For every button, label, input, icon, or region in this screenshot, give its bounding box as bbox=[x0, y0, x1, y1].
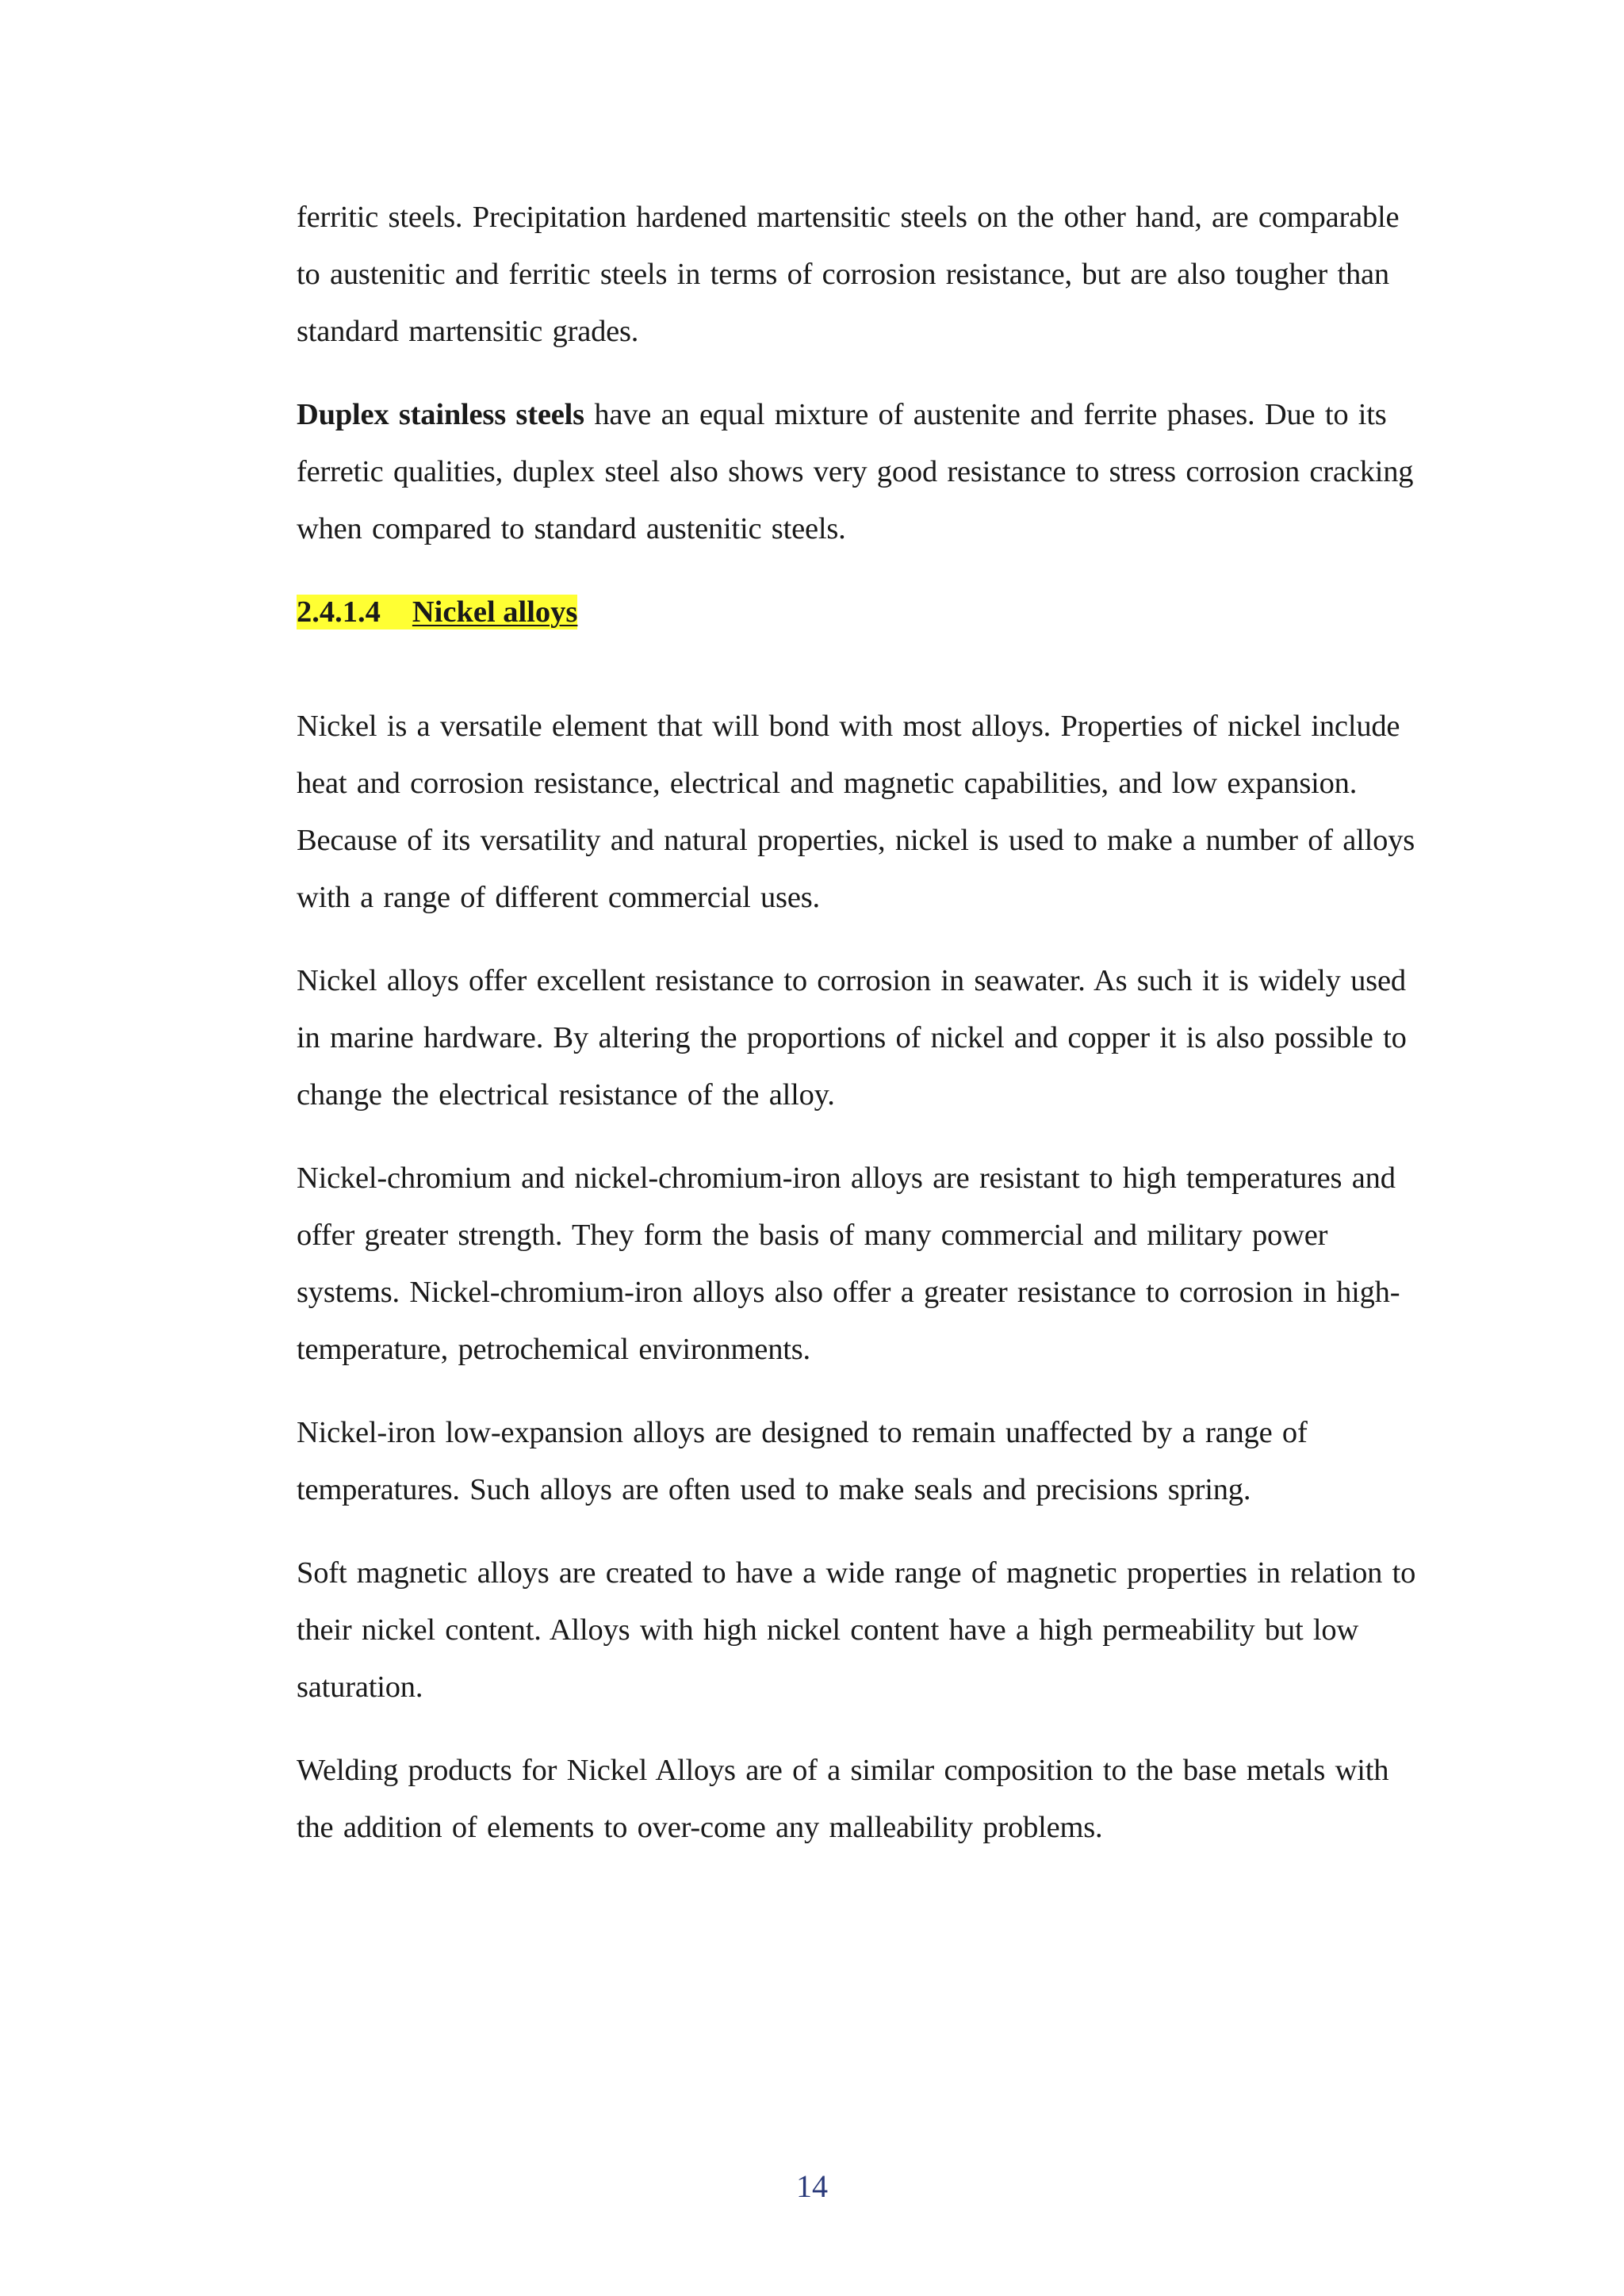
paragraph-nickel-iron: Nickel-iron low-expansion alloys are designed to remain unaffected by a range of temperatures. Such alloys are often used to make seals and precisions spring. bbox=[297, 1416, 1308, 1506]
page-number: 14 bbox=[796, 2168, 828, 2204]
section-number: 2.4.1.4 bbox=[297, 595, 381, 629]
section-title: Nickel alloys bbox=[412, 595, 578, 629]
duplex-label: Duplex stainless steels bbox=[297, 398, 584, 431]
document-page bbox=[297, 189, 1423, 1882]
paragraph-nickel-intro: Nickel is a versatile element that will bond with most alloys. Properties of nickel include heat and corrosion resistance, electrical and magnetic capabilities, and low expansion. Because of its versatility and natural properties, nickel is used to make a number of alloys with a range of different commercial uses. bbox=[297, 710, 1415, 914]
heading-highlight bbox=[297, 595, 577, 629]
paragraph-soft-magnetic: Soft magnetic alloys are created to have a wide range of magnetic properties in relation to their nickel content. Alloys with high nickel content have a high permeability but low saturation. bbox=[297, 1556, 1416, 1704]
intro-paragraph: ferritic steels. Precipitation hardened martensitic steels on the other hand, are comparable to austenitic and ferritic steels in terms of corrosion resistance, but are also tougher than standard martensitic grades. bbox=[297, 201, 1400, 348]
duplex-paragraph bbox=[297, 386, 1423, 557]
paragraph-welding: Welding products for Nickel Alloys are of a similar composition to the base metals with the addition of elements to over-come any malleability problems. bbox=[297, 1754, 1389, 1844]
paragraph-nickel-chromium: Nickel-chromium and nickel-chromium-iron alloys are resistant to high temperatures and offer greater strength. They form the basis of many commercial and military power systems. Nickel-chromium-iron alloys also offer a greater resistance to corrosion in high-temperature, petrochemical environments. bbox=[297, 1161, 1400, 1366]
paragraph-seawater: Nickel alloys offer excellent resistance to corrosion in seawater. As such it is widely used in marine hardware. By altering the proportions of nickel and copper it is also possible to change the electrical resistance of the alloy. bbox=[297, 964, 1407, 1112]
duplex-text: have an equal mixture of austenite and ferrite phases. Due to its ferretic qualities, duplex steel also shows very good resistance to stress corrosion cracking when compared to standard austenitic steels. bbox=[297, 398, 1414, 545]
section-heading bbox=[297, 584, 1423, 641]
